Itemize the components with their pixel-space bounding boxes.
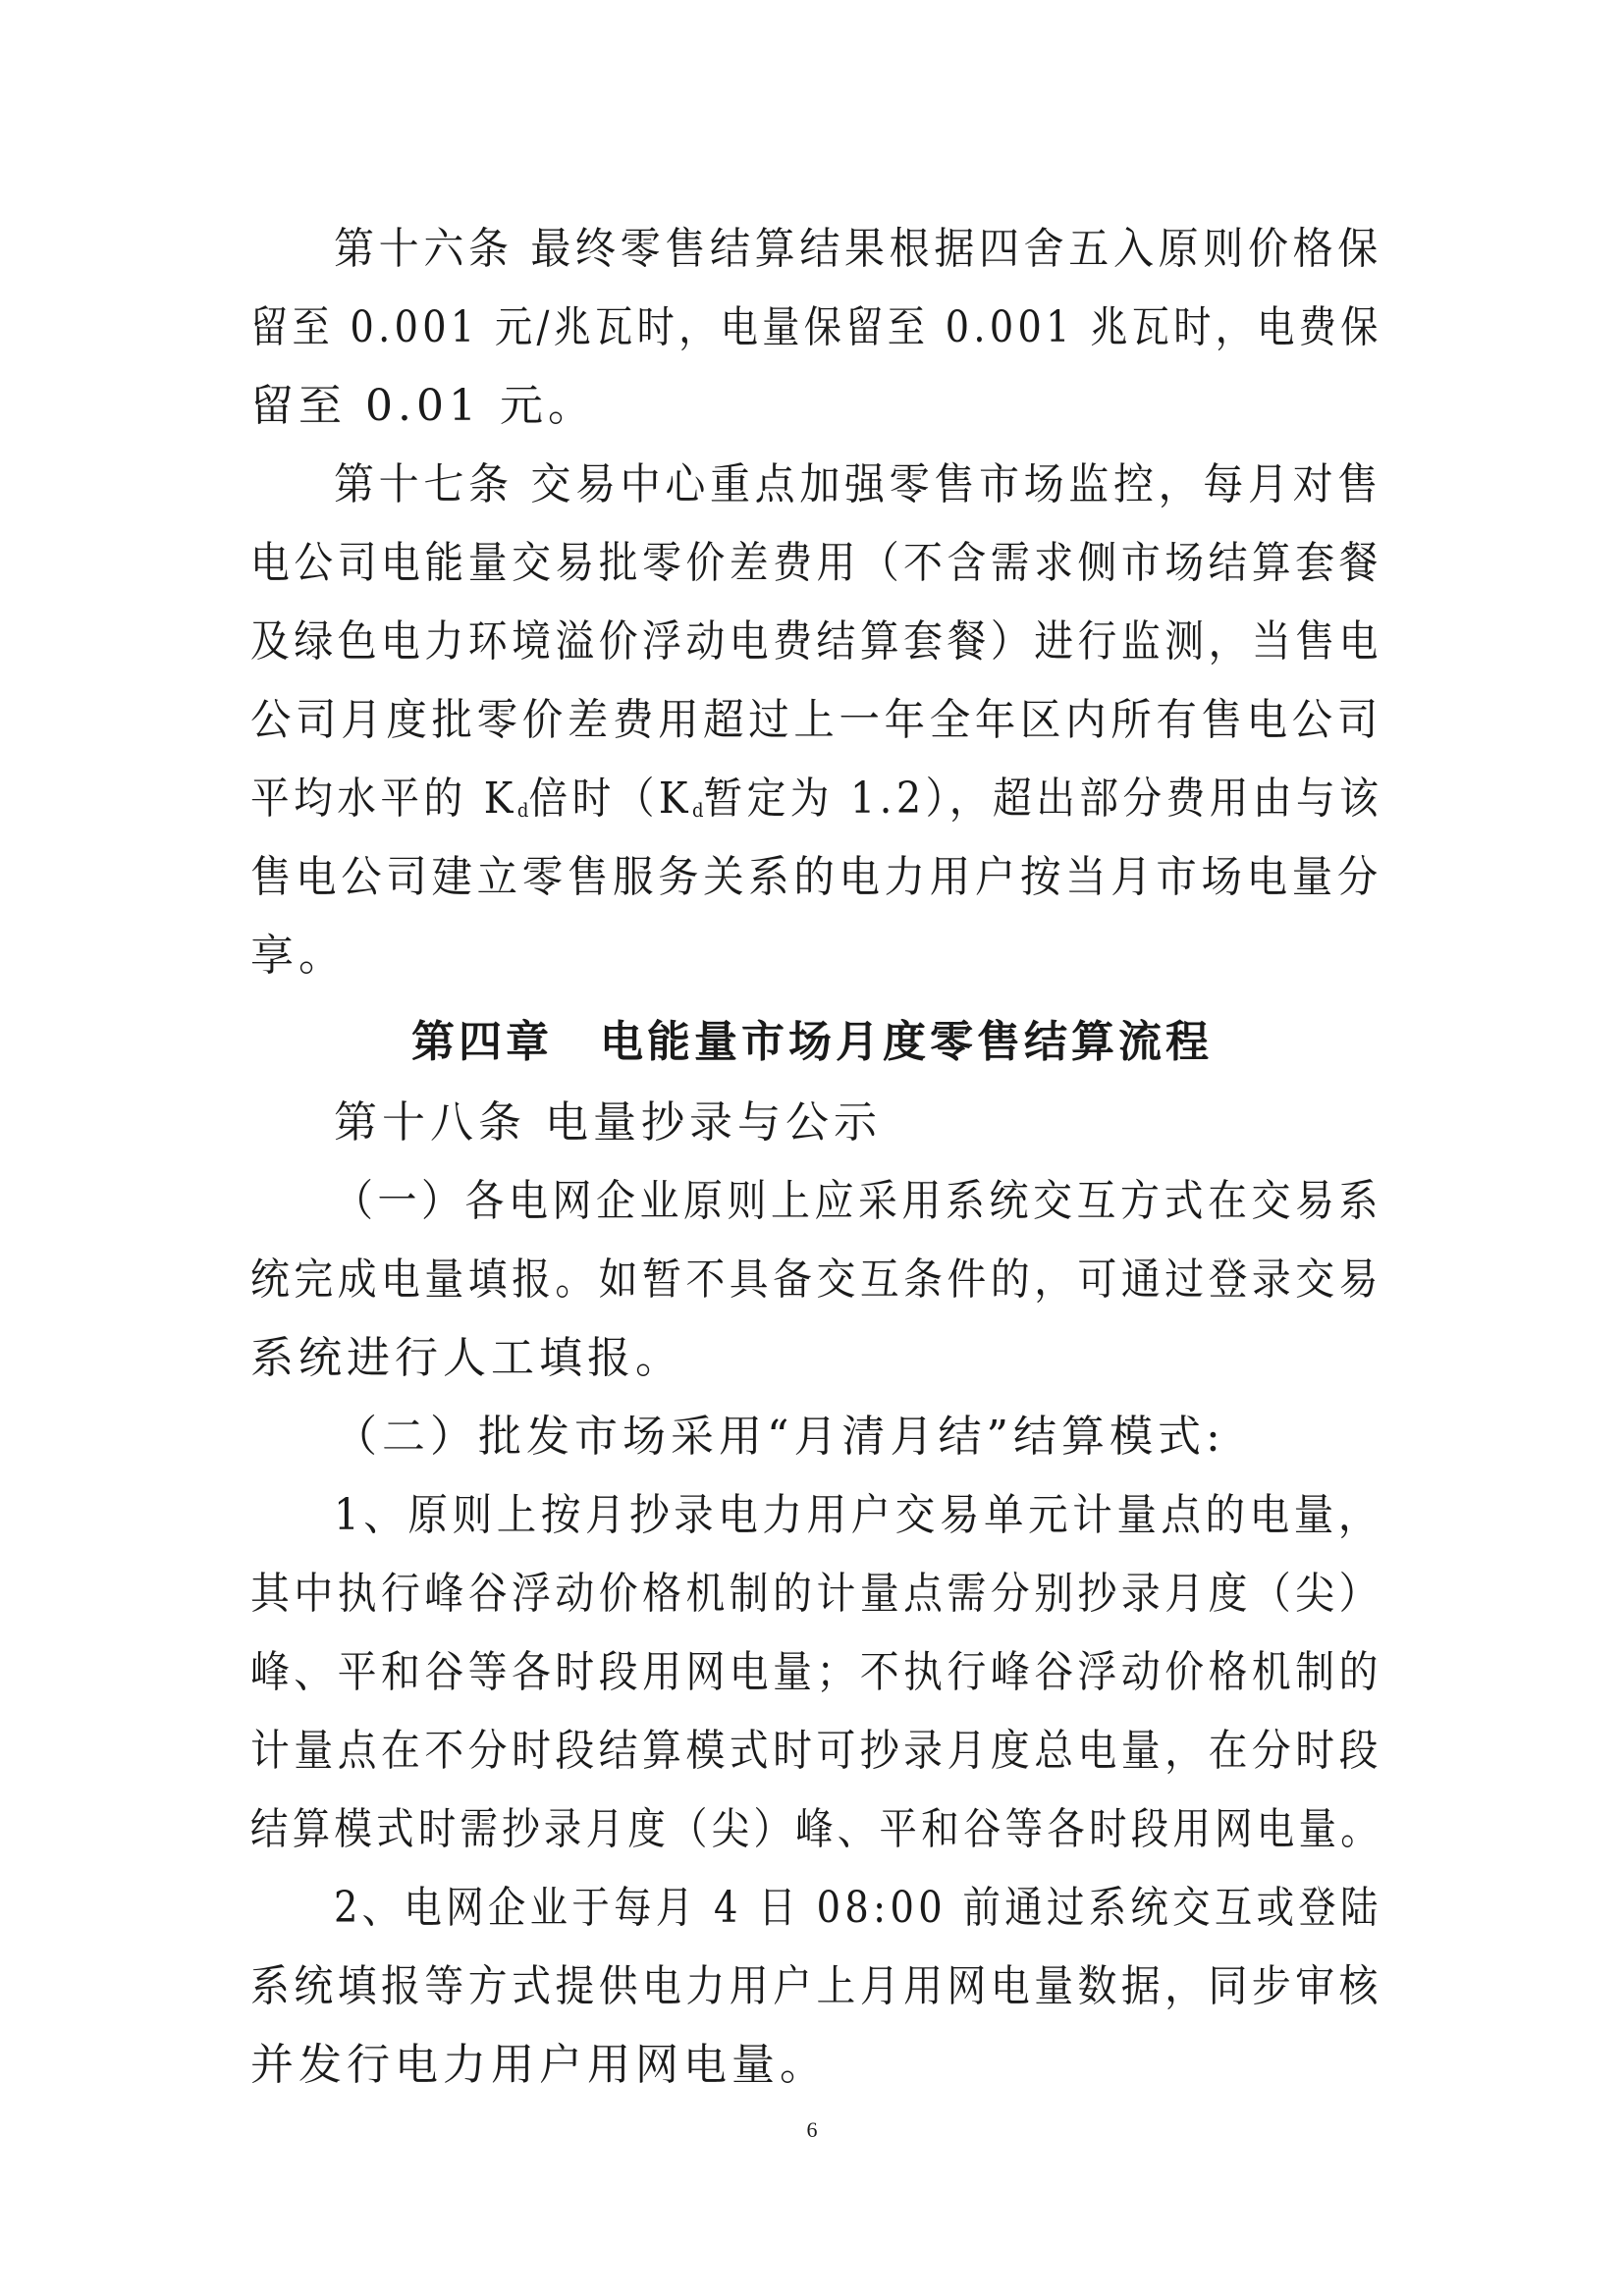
article-17-line-2: 电公司电能量交易批零价差费用（不含需求侧市场结算套餐	[250, 538, 1382, 588]
kd-subscript: d	[691, 798, 704, 822]
article-18-section-1-line-3: 系统进行人工填报。	[250, 1333, 683, 1383]
item-2-line-1: 2、电网企业于每月 4 日 08:00 前通过系统交互或登陆	[334, 1883, 1382, 1933]
article-16-line-1: 第十六条 最终零售结算结果根据四舍五入原则价格保	[334, 224, 1382, 274]
item-1-line-5: 结算模式时需抄录月度（尖）峰、平和谷等各时段用网电量。	[250, 1804, 1382, 1854]
item-1-line-4: 计量点在不分时段结算模式时可抄录月度总电量，在分时段	[250, 1726, 1382, 1776]
article-18-section-1-line-2: 统完成电量填报。如暂不具备交互条件的，可通过登录交易	[250, 1255, 1382, 1305]
article-17-line-5-part-b: 倍时（K	[528, 774, 692, 824]
article-17-line-4: 公司月度批零价差费用超过上一年全年区内所有售电公司	[250, 695, 1382, 745]
kd-subscript: d	[516, 798, 529, 822]
page-number: 6	[806, 2117, 818, 2142]
article-17-line-6: 售电公司建立零售服务关系的电力用户按当月市场电量分	[250, 852, 1382, 902]
item-1-line-3: 峰、平和谷等各时段用网电量；不执行峰谷浮动价格机制的	[250, 1647, 1382, 1697]
article-17-line-3: 及绿色电力环境溢价浮动电费结算套餐）进行监测，当售电	[250, 616, 1382, 667]
item-1-line-1: 1、原则上按月抄录电力用户交易单元计量点的电量，	[334, 1490, 1383, 1540]
chapter-heading: 第四章 电能量市场月度零售结算流程	[411, 1017, 1213, 1067]
article-16-line-2: 留至 0.001 元/兆瓦时，电量保留至 0.001 兆瓦时，电费保	[250, 302, 1382, 352]
article-18-title: 第十八条 电量抄录与公示	[334, 1097, 882, 1148]
item-2-line-2: 系统填报等方式提供电力用户上月用网电量数据，同步审核	[250, 1961, 1382, 2011]
article-17-line-5-part-c: 暂定为 1.2），超出部分费用由与该	[703, 774, 1383, 824]
article-17-line-1: 第十七条 交易中心重点加强零售市场监控，每月对售	[334, 459, 1382, 509]
article-17-line-7: 享。	[250, 931, 347, 981]
item-2-line-3: 并发行电力用户用网电量。	[250, 2040, 828, 2090]
article-16-line-3: 留至 0.01 元。	[250, 381, 596, 431]
item-1-line-2: 其中执行峰谷浮动价格机制的计量点需分别抄录月度（尖）	[250, 1569, 1382, 1619]
article-17-line-5-part-a: 平均水平的 K	[250, 774, 517, 824]
article-18-section-2-line-1: （二）批发市场采用“月清月结”结算模式:	[334, 1412, 1225, 1462]
article-17-line-5	[250, 772, 1382, 837]
article-18-section-1-line-1: （一）各电网企业原则上应采用系统交互方式在交易系	[334, 1176, 1383, 1226]
